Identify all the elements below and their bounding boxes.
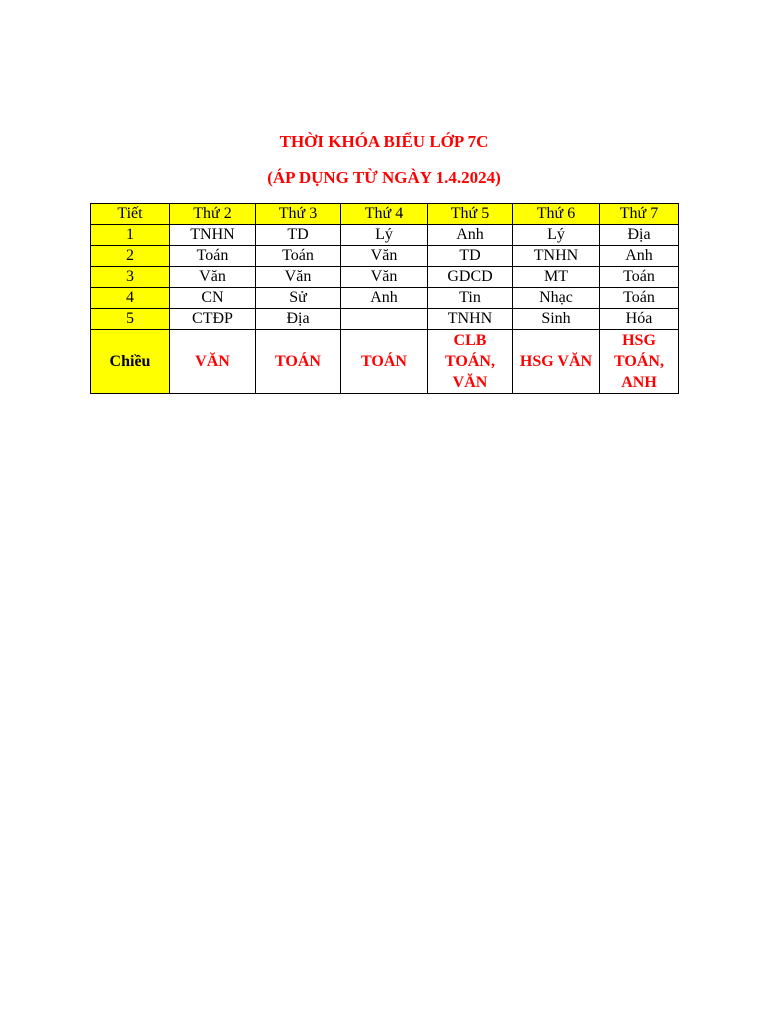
table-cell: Tin — [428, 288, 513, 309]
table-row — [91, 246, 679, 267]
header-cell-thursday: Thứ 5 — [428, 204, 513, 225]
afternoon-cell: TOÁN — [341, 330, 428, 394]
header-cell-friday: Thứ 6 — [513, 204, 600, 225]
table-cell: Văn — [256, 267, 341, 288]
header-cell-tuesday: Thứ 3 — [256, 204, 341, 225]
table-cell: Địa — [256, 309, 341, 330]
table-cell: Toán — [256, 246, 341, 267]
table-cell: TD — [256, 225, 341, 246]
table-cell: TNHN — [170, 225, 256, 246]
table-cell: TNHN — [513, 246, 600, 267]
period-cell: 5 — [91, 309, 170, 330]
afternoon-row — [91, 330, 679, 394]
table-cell: CN — [170, 288, 256, 309]
table-cell: TNHN — [428, 309, 513, 330]
table-header-row — [91, 204, 679, 225]
table-cell: Văn — [170, 267, 256, 288]
table-cell: Anh — [428, 225, 513, 246]
table-cell: Toán — [600, 267, 679, 288]
table-cell: TD — [428, 246, 513, 267]
header-cell-period: Tiết — [91, 204, 170, 225]
period-cell: 4 — [91, 288, 170, 309]
afternoon-cell: VĂN — [170, 330, 256, 394]
table-row — [91, 225, 679, 246]
table-cell: GDCD — [428, 267, 513, 288]
table-cell: Địa — [600, 225, 679, 246]
table-cell: CTĐP — [170, 309, 256, 330]
afternoon-cell: CLB TOÁN, VĂN — [428, 330, 513, 394]
afternoon-cell: HSG VĂN — [513, 330, 600, 394]
afternoon-label: Chiều — [91, 330, 170, 394]
afternoon-cell: TOÁN — [256, 330, 341, 394]
table-cell: Sử — [256, 288, 341, 309]
table-cell: Lý — [341, 225, 428, 246]
table-cell: Hóa — [600, 309, 679, 330]
table-cell: Nhạc — [513, 288, 600, 309]
table-cell: Văn — [341, 267, 428, 288]
table-cell: Anh — [341, 288, 428, 309]
period-cell: 1 — [91, 225, 170, 246]
page-subtitle: (ÁP DỤNG TỪ NGÀY 1.4.2024) — [267, 168, 501, 187]
timetable — [90, 203, 679, 394]
period-cell: 2 — [91, 246, 170, 267]
table-row — [91, 267, 679, 288]
header-cell-saturday: Thứ 7 — [600, 204, 679, 225]
header-cell-monday: Thứ 2 — [170, 204, 256, 225]
table-cell: Anh — [600, 246, 679, 267]
period-cell: 3 — [91, 267, 170, 288]
table-row — [91, 309, 679, 330]
table-cell: Văn — [341, 246, 428, 267]
table-cell: MT — [513, 267, 600, 288]
table-cell: Toán — [600, 288, 679, 309]
page-title: THỜI KHÓA BIỂU LỚP 7C — [279, 132, 489, 151]
table-cell: Toán — [170, 246, 256, 267]
table-cell: Lý — [513, 225, 600, 246]
table-cell: Sinh — [513, 309, 600, 330]
table-row — [91, 288, 679, 309]
header-cell-wednesday: Thứ 4 — [341, 204, 428, 225]
afternoon-cell: HSG TOÁN, ANH — [600, 330, 679, 394]
table-cell — [341, 309, 428, 330]
